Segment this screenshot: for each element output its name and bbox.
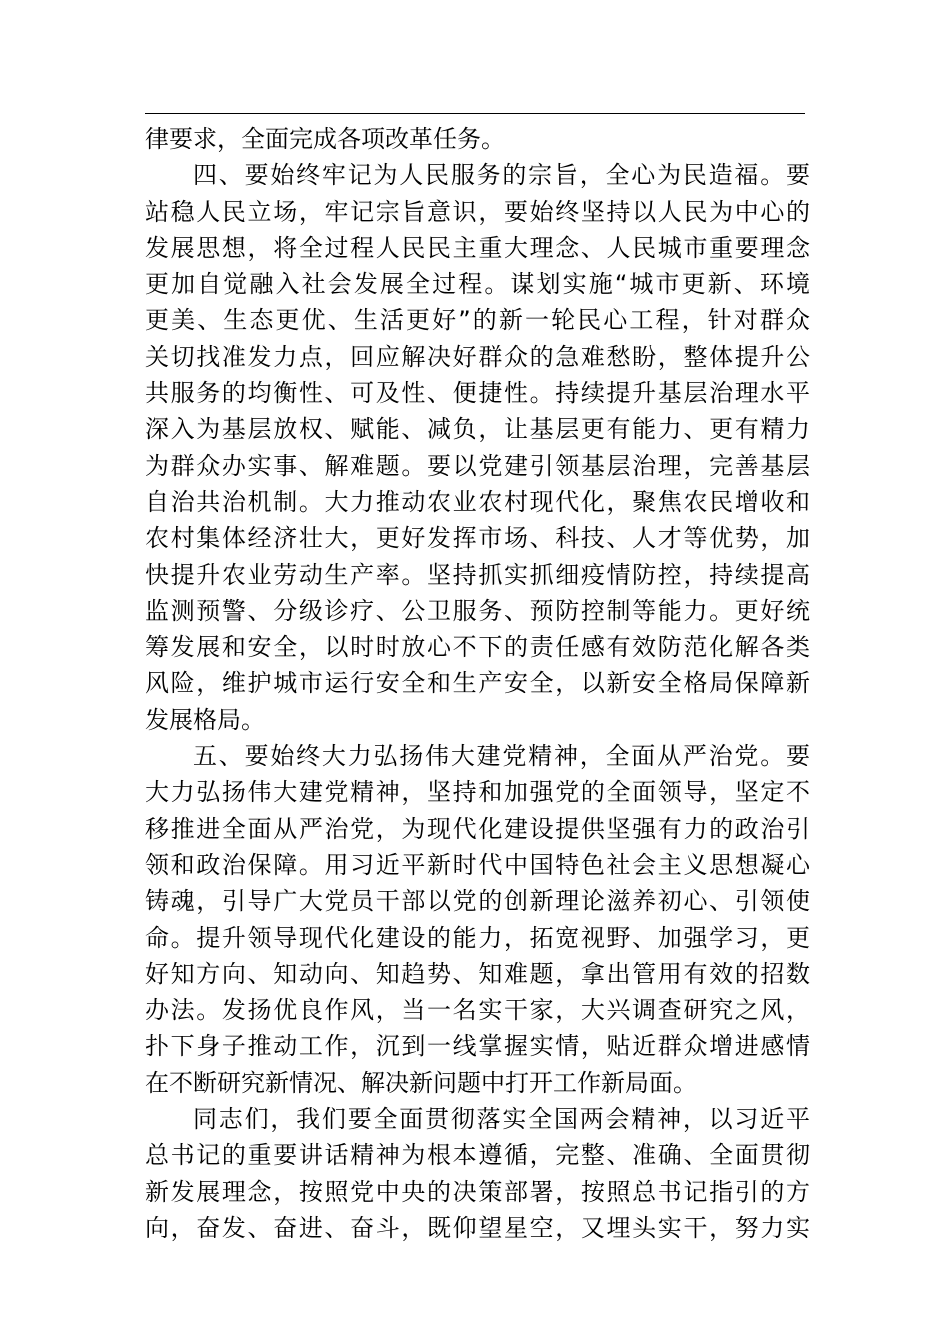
text-line: 律要求，全面完成各项改革任务。 [145, 125, 505, 153]
text-line: 发展思想，将全过程人民民主重大理念、人民城市重要理念 [145, 233, 810, 262]
text-line: 四、要始终牢记为人民服务的宗旨，全心为民造福。要 [193, 161, 810, 190]
text-line: 快提升农业劳动生产率。坚持抓实抓细疫情防控，持续提高 [145, 560, 810, 589]
text-line: 同志们，我们要全面贯彻落实全国两会精神，以习近平 [193, 1105, 810, 1134]
text-line: 新发展理念，按照党中央的决策部署，按照总书记指引的方 [145, 1177, 810, 1206]
text-line: 为群众办实事、解难题。要以党建引领基层治理，完善基层 [145, 451, 810, 480]
text-line: 好知方向、知动向、知趋势、知难题，拿出管用有效的招数 [145, 959, 810, 988]
text-line: 办法。发扬优良作风，当一名实干家，大兴调查研究之风， [145, 996, 810, 1025]
text-line: 在不断研究新情况、解决新问题中打开工作新局面。 [145, 1068, 697, 1097]
text-line: 站稳人民立场，牢记宗旨意识，要始终坚持以人民为中心的 [145, 197, 810, 226]
text-line: 领和政治保障。用习近平新时代中国特色社会主义思想凝心 [145, 850, 810, 879]
text-line: 更加自觉融入社会发展全过程。谋划实施“城市更新、环境 [145, 270, 810, 299]
text-line: 农村集体经济壮大，更好发挥市场、科技、人才等优势，加 [145, 524, 810, 553]
text-line: 深入为基层放权、赋能、减负，让基层更有能力、更有精力 [145, 415, 810, 444]
text-line: 监测预警、分级诊疗、公卫服务、预防控制等能力。更好统 [145, 596, 810, 625]
text-line: 扑下身子推动工作，沉到一线掌握实情，贴近群众增进感情 [145, 1032, 810, 1061]
text-line: 发展格局。 [145, 705, 265, 734]
text-line: 移推进全面从严治党，为现代化建设提供坚强有力的政治引 [145, 814, 810, 843]
text-line: 命。提升领导现代化建设的能力，拓宽视野、加强学习，更 [145, 923, 810, 952]
body-text [145, 121, 810, 1246]
text-line: 关切找准发力点，回应解决好群众的急难愁盼，整体提升公 [145, 342, 810, 371]
text-line: 筹发展和安全，以时时放心不下的责任感有效防范化解各类 [145, 633, 810, 662]
text-line: 更美、生态更优、生活更好”的新一轮民心工程，针对群众 [145, 306, 810, 335]
text-line: 风险，维护城市运行安全和生产安全，以新安全格局保障新 [145, 669, 810, 698]
text-line: 铸魂，引导广大党员干部以党的创新理论滋养初心、引领使 [145, 887, 810, 916]
text-line: 大力弘扬伟大建党精神，坚持和加强党的全面领导，坚定不 [145, 778, 810, 807]
text-line: 向，奋发、奋进、奋斗，既仰望星空，又埋头实干，努力实 [145, 1213, 810, 1242]
header-rule [145, 113, 805, 114]
text-line: 共服务的均衡性、可及性、便捷性。持续提升基层治理水平 [145, 379, 810, 408]
text-line: 总书记的重要讲话精神为根本遵循，完整、准确、全面贯彻 [145, 1141, 810, 1170]
text-line: 五、要始终大力弘扬伟大建党精神，全面从严治党。要 [193, 742, 810, 771]
text-line: 自治共治机制。大力推动农业农村现代化，聚焦农民增收和 [145, 487, 810, 516]
